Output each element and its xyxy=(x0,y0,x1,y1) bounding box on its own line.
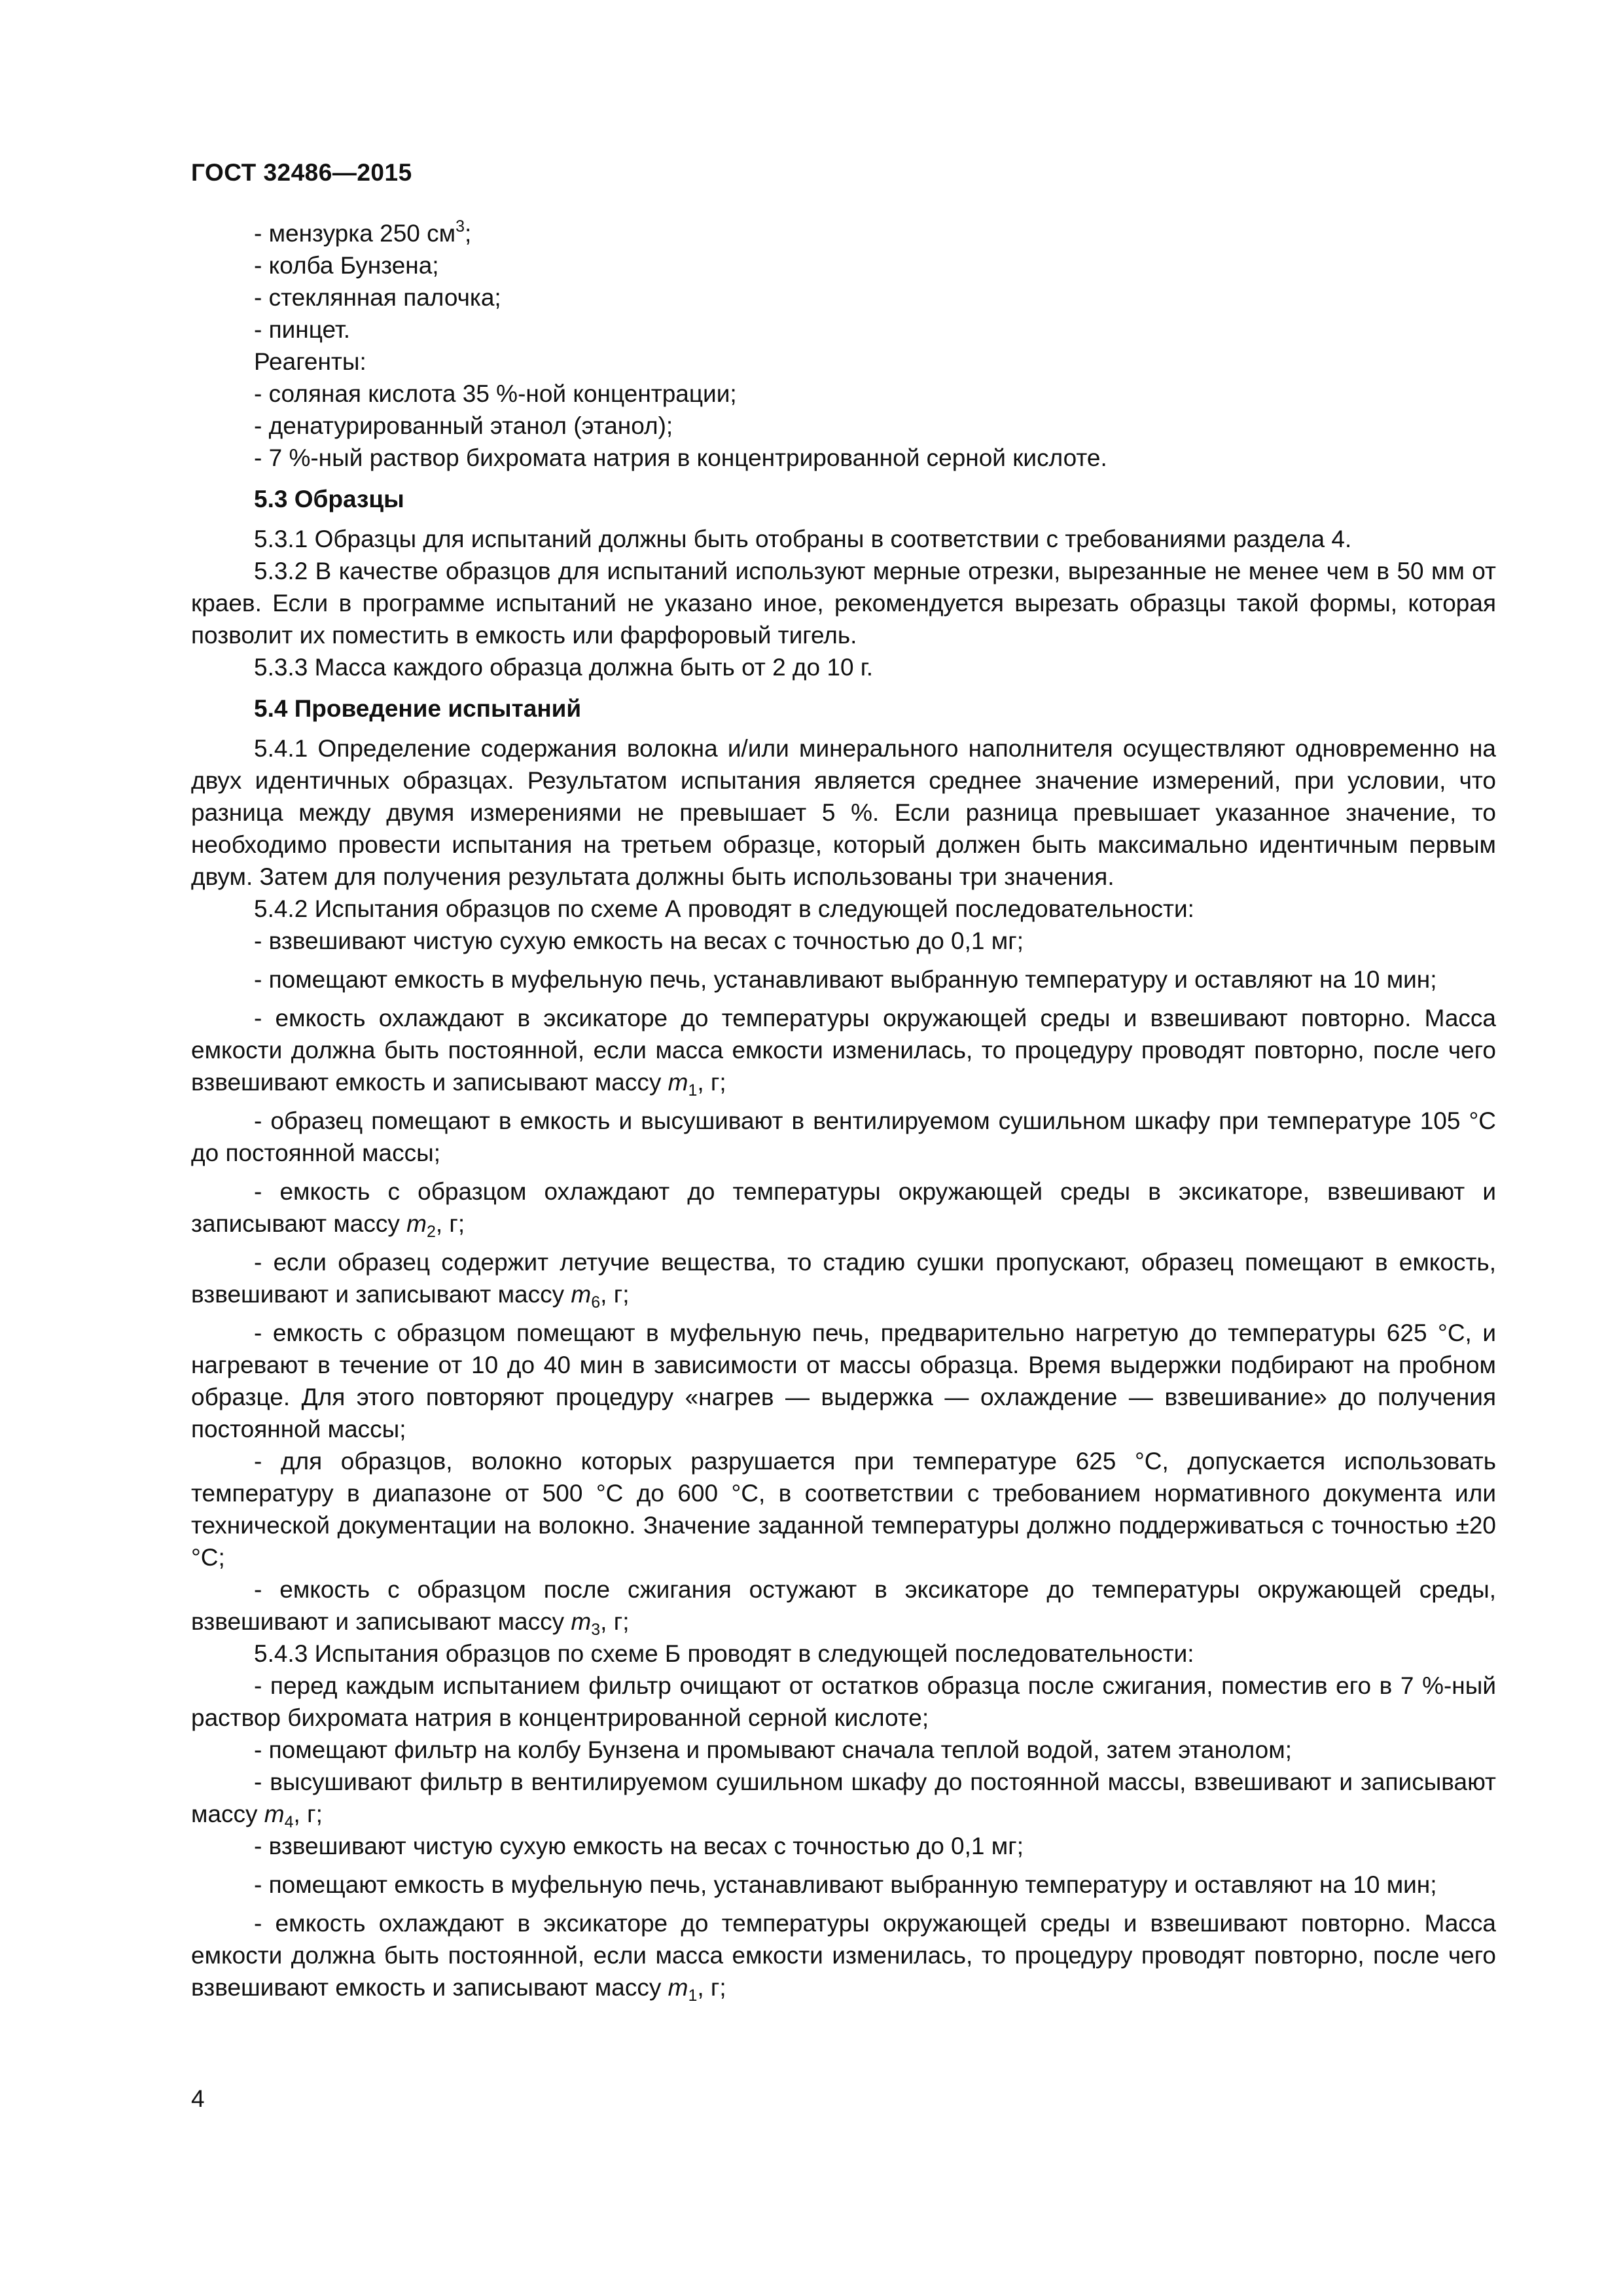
step-text: - емкость охлаждают в эксикаторе до температуры окружающей среды и взвешивают повторно. Масса емкости должна быть постоянной, если масса емкости изменилась, то процедуру проводят повторно, после чего взвешивают емкость и записывают массу xyxy=(191,1005,1496,1096)
scheme-b-step-m4 xyxy=(191,1766,1496,1830)
scheme-a-step-m6 xyxy=(191,1246,1496,1310)
step-unit: , г; xyxy=(600,1608,630,1635)
scheme-b-step: - помещают фильтр на колбу Бунзена и промывают сначала теплой водой, затем этанолом; xyxy=(254,1736,1292,1763)
section-heading-5-4: 5.4 Проведение испытаний xyxy=(254,695,582,722)
page-number: 4 xyxy=(191,2085,205,2112)
section-heading-5-3: 5.3 Образцы xyxy=(254,486,404,512)
clause-5-4-1: 5.4.1 Определение содержания волокна и/или минерального наполнителя осуществляют одновременно на двух идентичных образцах. Результатом испытания является среднее значение измерений, при условии, что разница между двумя измерениями не превышает 5 %. Если разница превышает указанное значение, то необходимо провести испытания на третьем образце, который должен быть максимально идентичным первым двум. Затем для получения результата должны быть использованы три значения. xyxy=(191,735,1496,890)
clause-5-4-2-intro: 5.4.2 Испытания образцов по схеме А проводят в следующей последовательности: xyxy=(254,895,1194,922)
step-text: - емкость с образцом после сжигания остужают в эксикаторе до температуры окружающей среды, взвешивают и записывают массу xyxy=(191,1576,1496,1635)
scheme-b-step: - перед каждым испытанием фильтр очищают от остатков образца после сжигания, поместив его в 7 %-ный раствор бихромата натрия в концентрированной серной кислоте; xyxy=(191,1672,1496,1731)
mass-subscript: 2 xyxy=(426,1223,436,1241)
page-content xyxy=(191,217,1496,2003)
mass-subscript: 1 xyxy=(688,1986,698,2005)
step-text: - емкость с образцом охлаждают до температуры окружающей среды в эксикаторе, взвешивают и записывают массу xyxy=(191,1178,1496,1237)
reagent-item: - 7 %-ный раствор бихромата натрия в концентрированной серной кислоте. xyxy=(254,444,1107,471)
reagent-item: - соляная кислота 35 %-ной концентрации; xyxy=(254,380,737,407)
document-header-code: ГОСТ 32486—2015 xyxy=(191,159,412,186)
mass-variable: m xyxy=(264,1801,285,1827)
mass-subscript: 6 xyxy=(591,1293,601,1312)
equipment-item-glass-rod: - стеклянная палочка; xyxy=(254,284,501,311)
clause-5-3-2: 5.3.2 В качестве образцов для испытаний используют мерные отрезки, вырезанные не менее чем в 50 мм от краев. Если в программе испытаний не указано иное, рекомендуется вырезать образцы такой формы, которая позволит их поместить в емкость или фарфоровый тигель. xyxy=(191,558,1496,649)
equipment-item-tweezers: - пинцет. xyxy=(254,316,350,343)
step-unit: , г; xyxy=(697,1974,726,2001)
step-unit: , г; xyxy=(293,1801,323,1827)
scheme-a-step: - помещают емкость в муфельную печь, устанавливают выбранную температуру и оставляют на 10 мин; xyxy=(254,966,1437,993)
mass-variable: m xyxy=(406,1210,427,1237)
scheme-a-step: - емкость с образцом помещают в муфельную печь, предварительно нагретую до температуры 625 °С, и нагревают в течение от 10 до 40 мин в зависимости от массы образца. Время выдержки подбирают на пробном образце. Для этого повторяют процедуру «нагрев — выдержка — охлаждение — взвешивание» до получения постоянной массы; xyxy=(191,1319,1496,1443)
scheme-a-step-m3 xyxy=(191,1573,1496,1638)
clause-5-3-3: 5.3.3 Масса каждого образца должна быть от 2 до 10 г. xyxy=(254,654,874,681)
scheme-a-step-m2 xyxy=(191,1175,1496,1240)
clause-5-3-1: 5.3.1 Образцы для испытаний должны быть отобраны в соответствии с требованиями раздела 4. xyxy=(254,526,1352,552)
step-text: - емкость охлаждают в эксикаторе до температуры окружающей среды и взвешивают повторно. Масса емкости должна быть постоянной, если масса емкости изменилась, то процедуру проводят повторно, после чего взвешивают емкость и записывают массу xyxy=(191,1910,1496,2001)
step-unit: , г; xyxy=(600,1281,630,1308)
superscript: 3 xyxy=(455,217,465,236)
mass-subscript: 1 xyxy=(688,1081,698,1100)
equipment-item-measuring-cylinder xyxy=(191,217,1496,249)
scheme-a-step: - взвешивают чистую сухую емкость на весах с точностью до 0,1 мг; xyxy=(254,927,1024,954)
scheme-b-step: - взвешивают чистую сухую емкость на весах с точностью до 0,1 мг; xyxy=(254,1833,1024,1859)
mass-subscript: 3 xyxy=(591,1621,601,1639)
step-unit: , г; xyxy=(697,1069,726,1096)
clause-5-4-3-intro: 5.4.3 Испытания образцов по схеме Б проводят в следующей последовательности: xyxy=(254,1640,1194,1667)
mass-variable: m xyxy=(668,1069,688,1096)
scheme-a-step: - образец помещают в емкость и высушивают в вентилируемом сушильном шкафу при температуре 105 °С до постоянной массы; xyxy=(191,1107,1496,1166)
scheme-a-step-m1 xyxy=(191,1002,1496,1098)
step-unit: , г; xyxy=(435,1210,465,1237)
scheme-b-step-m1 xyxy=(191,1907,1496,2003)
reagents-title: Реагенты: xyxy=(254,348,366,375)
mass-variable: m xyxy=(571,1281,592,1308)
mass-variable: m xyxy=(668,1974,688,2001)
reagent-item: - денатурированный этанол (этанол); xyxy=(254,412,673,439)
equipment-item-punct: ; xyxy=(464,220,472,247)
step-text: - если образец содержит летучие вещества, то стадию сушки пропускают, образец помещают в емкость, взвешивают и записывают массу xyxy=(191,1249,1496,1308)
scheme-a-step: - для образцов, волокно которых разрушается при температуре 625 °С, допускается использовать температуру в диапазоне от 500 °С до 600 °С, в соответствии с требованием нормативного документа или технической документации на волокно. Значение заданной температуры должно поддерживаться с точностью ±20 °С; xyxy=(191,1448,1496,1571)
mass-variable: m xyxy=(571,1608,592,1635)
equipment-item-text: - мензурка 250 см xyxy=(254,220,456,247)
mass-subscript: 4 xyxy=(284,1813,294,1831)
equipment-item-bunsen-flask: - колба Бунзена; xyxy=(254,252,439,279)
scheme-b-step: - помещают емкость в муфельную печь, устанавливают выбранную температуру и оставляют на 10 мин; xyxy=(254,1871,1437,1898)
step-text: - высушивают фильтр в вентилируемом сушильном шкафу до постоянной массы, взвешивают и записывают массу xyxy=(191,1768,1496,1827)
